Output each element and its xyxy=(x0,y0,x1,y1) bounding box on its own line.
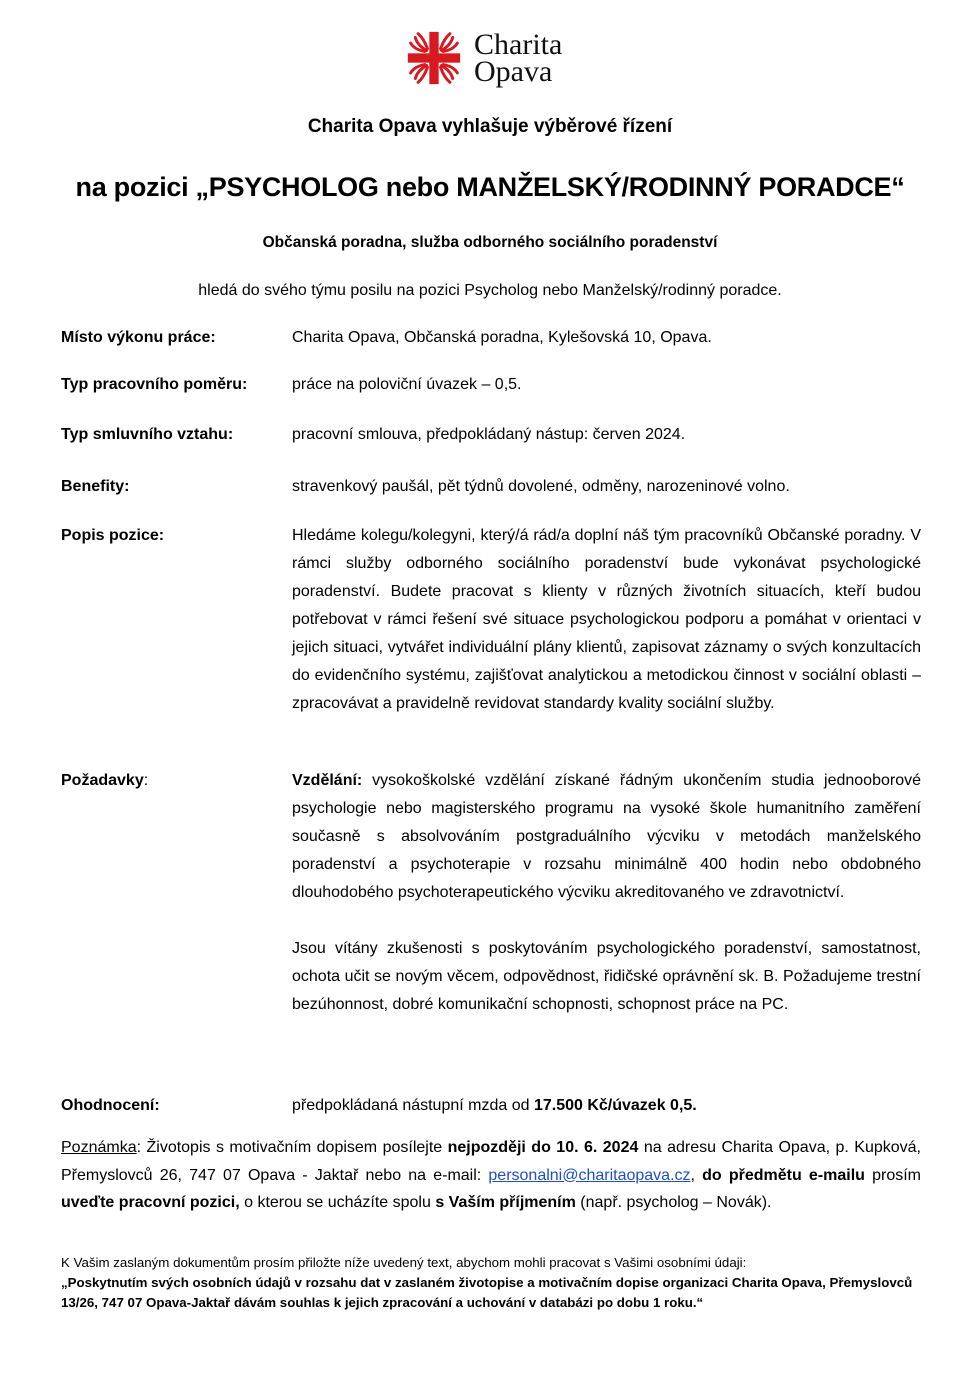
logo-line-1: Charita xyxy=(474,28,563,61)
detail-label: Místo výkonu práce: xyxy=(61,329,216,346)
detail-value: Charita Opava, Občanská poradna, Kylešovská 10, Opava. xyxy=(292,329,712,346)
consent-intro: K Vašim zaslaným dokumentům prosím přiložte níže uvedený text, abychom mohli pracovat s Vašimi osobními údaji: xyxy=(61,1255,747,1270)
note-text: : Životopis s motivačním dopisem posílejte xyxy=(136,1139,448,1156)
salary-label: Ohodnocení: xyxy=(61,1097,160,1114)
department-subtitle: Občanská poradna, služba odborného sociálního poradenství xyxy=(262,234,718,251)
email-link[interactable]: personalni@charitaopava.cz xyxy=(488,1166,691,1184)
note-label: Poznámka xyxy=(61,1139,137,1156)
charita-logo xyxy=(406,30,562,86)
note-emphasis: s Vaším příjmením xyxy=(435,1194,576,1211)
announcement-heading: Charita Opava vyhlašuje výběrové řízení xyxy=(307,116,673,137)
gdpr-consent xyxy=(61,1253,921,1313)
note-emphasis: uveďte pracovní pozici, xyxy=(61,1194,240,1211)
caritas-cross-icon xyxy=(406,30,462,86)
requirements-label-text: Požadavky xyxy=(61,772,144,789)
detail-value: práce na poloviční úvazek – 0,5. xyxy=(292,376,522,393)
requirements-label-colon: : xyxy=(143,772,149,789)
note-text: , xyxy=(690,1166,703,1184)
education-text: vysokoškolské vzdělání získané řádným ukončením studia jednooborové psychologie nebo magisterského programu na vysoké škole humanitního zaměření současně s absolvováním postgraduálního výcviku v metodách manželského poradenství a psychoterapie v rozsahu minimálně 400 hodin nebo obdobného dlouhodobého psychoterapeutického výcviku akreditovaného ve zdravotnictví. xyxy=(292,772,921,901)
detail-value: stravenkový paušál, pět týdnů dovolené, odměny, narozeninové volno. xyxy=(292,478,790,495)
education-label: Vzdělání: xyxy=(292,772,363,789)
intro-text: hledá do svého týmu posilu na pozici Psycholog nebo Manželský/rodinný poradce. xyxy=(198,282,782,299)
note-text: (např. psycholog – Novák). xyxy=(575,1194,772,1211)
note-text: o kterou se ucházíte spolu xyxy=(239,1194,436,1211)
note-text: prosím xyxy=(864,1166,921,1184)
note-emphasis: do předmětu e-mailu xyxy=(702,1166,865,1184)
detail-label: Popis pozice: xyxy=(61,527,165,544)
detail-label: Benefity: xyxy=(61,478,130,495)
application-note xyxy=(61,1134,921,1217)
detail-value: pracovní smlouva, předpokládaný nástup: červen 2024. xyxy=(292,426,686,443)
logo-text xyxy=(474,28,563,88)
salary-text: předpokládaná nástupní mzda od xyxy=(292,1097,534,1114)
salary-value xyxy=(292,1092,921,1120)
position-title: na pozici „PSYCHOLOG nebo MANŽELSKÝ/RODINNÝ PORADCE“ xyxy=(75,172,905,202)
education-paragraph xyxy=(292,767,921,907)
detail-label: Typ smluvního vztahu: xyxy=(61,426,234,443)
salary-amount: 17.500 Kč/úvazek 0,5. xyxy=(533,1097,697,1114)
note-text: na adresu Charita Opava, p. Kupková, Přemyslovců 26, 747 07 Opava - Jaktař nebo na e-mail: xyxy=(61,1139,922,1184)
logo-line-2: Opava xyxy=(474,55,553,88)
detail-label: Typ pracovního poměru: xyxy=(61,376,248,393)
other-requirements-paragraph: Jsou vítány zkušenosti s poskytováním psychologického poradenství, samostatnost, ochota učit se novým věcem, odpovědnost, řidičské oprávnění sk. B. Požadujeme trestní bezúhonnost, dobré komunikační schopnosti, schopnost práce na PC. xyxy=(292,940,921,1013)
note-deadline: nejpozději do 10. 6. 2024 xyxy=(447,1139,639,1156)
detail-value: Hledáme kolegu/kolegyni, který/á rád/a doplní náš tým pracovníků Občanské poradny. V rámci služby odborného sociálního poradenství bude vykonávat psychologické poradenství. Budete pracovat s klienty v různých životních situacích, kteří budou potřebovat v rámci řešení své situace psychologickou podporu a pomáhat v orientaci v jejich situaci, vytvářet individuální plány klientů, zapisovat záznamy o svých konzultacích do evidenčního systému, zajišťovat analytickou a metodickou činnost v sociální oblasti – zpracovávat a pravidelně revidovat standardy kvality sociální služby. xyxy=(292,527,921,712)
requirements-value xyxy=(292,767,921,1019)
requirements-label xyxy=(61,767,281,795)
consent-quote: „Poskytnutím svých osobních údajů v rozsahu dat v zaslaném životopise a motivačním dopise organizaci Charita Opava, Přemyslovců 13/26, 747 07 Opava-Jaktař dávám souhlas k jejich zpracování a uchování v databázi po dobu 1 roku.“ xyxy=(61,1275,913,1310)
